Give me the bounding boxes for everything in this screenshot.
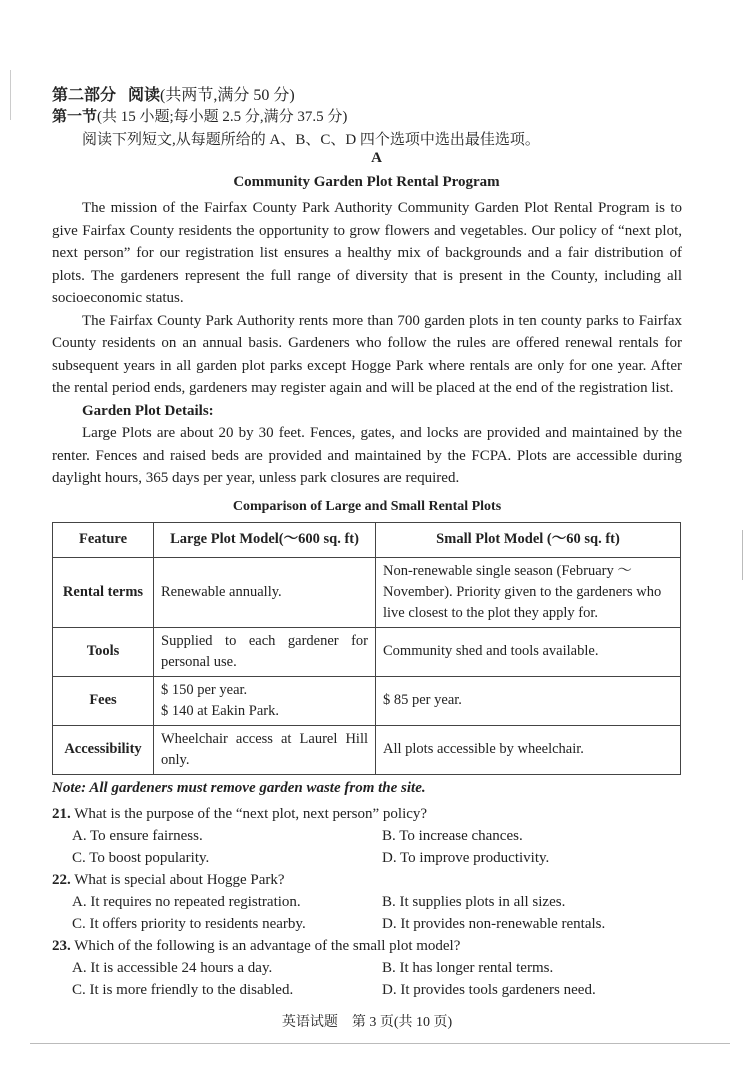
large-plot-cell: Renewable annually.	[154, 557, 376, 627]
question-22	[52, 869, 692, 935]
table-header-row	[53, 522, 681, 557]
question-text: What is the purpose of the “next plot, next person” policy?	[74, 805, 428, 822]
feature-cell: Tools	[53, 627, 154, 676]
paragraph: Large Plots are about 20 by 30 feet. Fences, gates, and locks are provided and maintained by the renter. Fences and raised beds are provided and maintained by the FCPA. Plots are accessible during daylight hours, 365 days per year, unless park closures are required.	[52, 425, 682, 486]
subheading: Garden Plot Details:	[82, 402, 214, 419]
option[interactable]: B. To increase chances.	[382, 827, 523, 844]
part-label: 第二部分	[52, 85, 117, 104]
scan-mark	[10, 70, 11, 120]
option[interactable]: B. It has longer rental terms.	[382, 959, 554, 976]
large-plot-cell: Supplied to each gardener for personal use.	[154, 627, 376, 676]
section-label: 第一节	[52, 107, 98, 125]
table-row	[53, 725, 681, 774]
section-note: (共 15 小题;每小题 2.5 分,满分 37.5 分)	[97, 109, 348, 125]
comparison-table	[52, 522, 681, 775]
table-row	[53, 557, 681, 627]
option[interactable]: B. It supplies plots in all sizes.	[382, 893, 566, 910]
feature-cell: Fees	[53, 676, 154, 725]
question-text: Which of the following is an advantage of the small plot model?	[74, 937, 461, 954]
page-content	[52, 197, 682, 1044]
small-plot-cell: All plots accessible by wheelchair.	[376, 725, 681, 774]
table-note	[52, 777, 682, 799]
column-header: Feature	[53, 522, 154, 557]
part-heading	[52, 82, 295, 105]
question-number: 22.	[52, 871, 71, 888]
table-caption: Comparison of Large and Small Rental Plots	[232, 498, 502, 514]
small-plot-cell: $ 85 per year.	[376, 676, 681, 725]
question-21	[52, 803, 692, 869]
passage-title: Community Garden Plot Rental Program	[233, 174, 500, 190]
small-plot-cell: Non-renewable single season (February ～ November). Priority given to the gardeners who live closest to the plot they apply for.	[376, 557, 681, 627]
option[interactable]: D. To improve productivity.	[382, 849, 550, 866]
paragraph: The mission of the Fairfax County Park Authority Community Garden Plot Rental Program is to give Fairfax County residents the opportunity to grow flowers and vegetables. Our policy of “next plot, next person” for our registration list ensures a healthy mix of backgrounds and a fair distribution of plots. The gardeners represent the full range of diversity that is present in the County, including all socioeconomic status.	[52, 200, 682, 306]
passage-body	[52, 197, 682, 490]
column-header: Large Plot Model(～600 sq. ft)	[154, 522, 376, 557]
option[interactable]: C. It offers priority to residents nearby.	[72, 915, 306, 932]
section-heading	[52, 105, 347, 126]
table-row	[53, 676, 681, 725]
fee-line: $ 150 per year.	[161, 681, 248, 698]
option[interactable]: C. It is more friendly to the disabled.	[72, 981, 294, 998]
questions	[52, 803, 692, 1001]
part-note: (共两节,满分 50 分)	[160, 87, 295, 104]
option[interactable]: C. To boost popularity.	[72, 849, 210, 866]
option[interactable]: A. It is accessible 24 hours a day.	[72, 959, 273, 976]
page-footer: 英语试题 第 3 页(共 10 页)	[281, 1014, 453, 1030]
large-plot-cell: Wheelchair access at Laurel Hill only.	[154, 725, 376, 774]
fee-line: $ 140 at Eakin Park.	[161, 702, 279, 719]
passage-letter: A	[371, 150, 382, 166]
note-label: Note:	[52, 779, 87, 796]
large-plot-cell	[154, 676, 376, 725]
option[interactable]: D. It provides non-renewable rentals.	[382, 915, 606, 932]
footer-divider	[30, 1043, 730, 1044]
question-text: What is special about Hogge Park?	[74, 871, 285, 888]
option[interactable]: A. To ensure fairness.	[72, 827, 203, 844]
table-row	[53, 627, 681, 676]
option[interactable]: D. It provides tools gardeners need.	[382, 981, 596, 998]
question-number: 23.	[52, 937, 71, 954]
instruction: 阅读下列短文,从每题所给的 A、B、C、D 四个选项中选出最佳选项。	[82, 132, 540, 148]
scan-mark	[742, 530, 743, 580]
feature-cell: Rental terms	[53, 557, 154, 627]
note-text: All gardeners must remove garden waste from the site.	[86, 779, 426, 796]
paragraph: The Fairfax County Park Authority rents more than 700 garden plots in ten county parks to Fairfax County residents on an annual basis. Gardeners who follow the rules are offered renewal rentals for subsequent years in all garden plot parks except Hogge Park where rentals are only for one year. After the rental period ends, gardeners may register again and will be placed at the end of the registration list.	[52, 312, 682, 396]
part-title: 阅读	[128, 85, 161, 104]
question-23	[52, 935, 692, 1001]
small-plot-cell: Community shed and tools available.	[376, 627, 681, 676]
question-number: 21.	[52, 805, 71, 822]
column-header: Small Plot Model (～60 sq. ft)	[376, 522, 681, 557]
option[interactable]: A. It requires no repeated registration.	[72, 893, 301, 910]
feature-cell: Accessibility	[53, 725, 154, 774]
